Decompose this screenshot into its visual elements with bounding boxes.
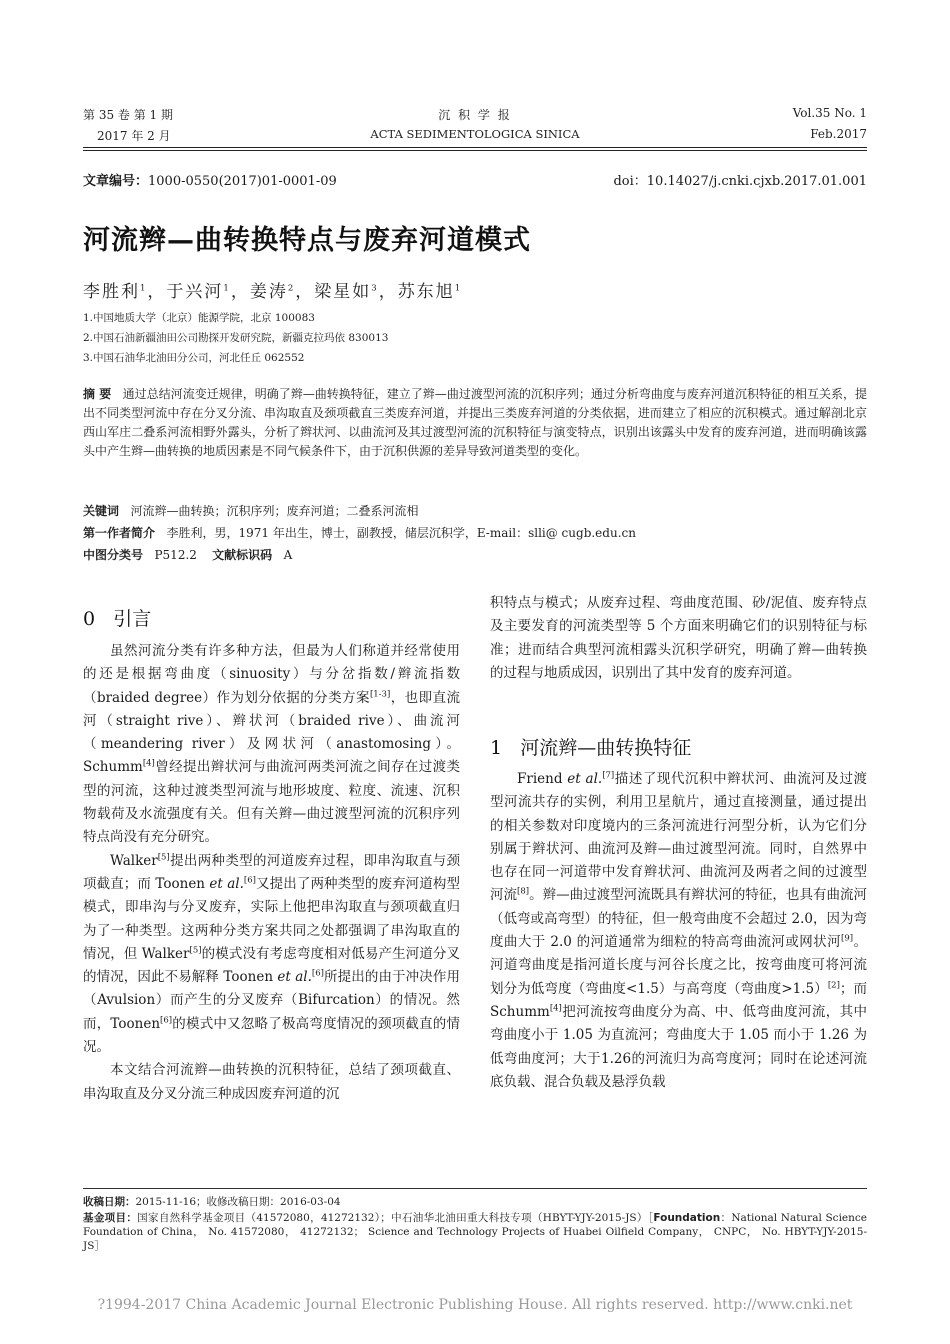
section-number: 1 (490, 737, 503, 759)
journal-title-cn: 沉 积 学 报 (438, 108, 512, 122)
header-rule-top (83, 147, 867, 148)
copyright-notice: ?1994-2017 China Academic Journal Electronic Publishing House. All rights reserved. http://www.cnki.net (97, 1297, 853, 1313)
right-column-continued (490, 768, 867, 1094)
article-number-label: 文章编号： (83, 174, 149, 189)
doi: doi：10.14027/j.cnki.cjxb.2017.01.001 (613, 174, 867, 189)
paragraph: Friend et al.[7]描述了现代沉积中辫状河、曲流河及过渡型河流共存的实例，利用卫星航片，通过直接测量，通过提出的相关参数对印度境内的三条河流进行河型分析，认为它们分别属于辫状河、曲流河及辫—曲过渡型河流。同时，自然界中也存在同一河道带中发育辫状河、曲流河及两者之间的过渡型河流[8]。辫—曲过渡型河流既具有辫状河的特征，也具有曲流河（低弯或高弯型）的特征，但一般弯曲度不会超过 2.0，因为弯度曲大于 2.0 的河道通常为细粒的特高弯曲流河或网状河[9]。河道弯曲度是指河道长度与河谷长度之比，按弯曲度可将河流划分为低弯度（弯曲度<1.5）与高弯度（弯曲度>1.5）[2]；而 Schumm[4]把河流按弯曲度分为高、中、低弯曲度河流，其中弯曲度小于 1.05 为直流河；弯曲度大于 1.05 而小于 1.26 为低弯曲度河；大于1.26的河流归为高弯度河；同时在论述河流底负载、混合负载及悬浮负载 (490, 770, 868, 1090)
doc-code-value: A (283, 548, 293, 562)
paragraph: 积特点与模式；从废弃过程、弯曲度范围、砂/泥值、废弃特点及主要发育的河流类型等 5 个方面来明确它们的识别特征与标准；进而结合典型河流相露头沉积学研究，明确了辫—曲转换的过程与地质成因，识别出了其中发育的废弃河道。 (490, 595, 867, 681)
keywords (83, 502, 867, 521)
paragraph: Walker[5]提出两种类型的河道废弃过程，即串沟取直与颈项截直；而 Toonen et al.[6]又提出了两种类型的废弃河道构型模式，即串沟与分叉废弃，实际上他把串沟取直与颈项截直归为了一种类型。这两种分类方案共同之处都强调了串沟取直的情况，但 Walker[5]的模式没有考虑弯度相对低易产生河道分叉的情况，因此不易解释 Toonen et al.[6]所提出的由于冲决作用（Avulsion）而产生的分叉废弃（Bifurcation）的情况。然而，Toonen[6]的模式中又忽略了极高弯度情况的颈项截直的情况。 (83, 852, 461, 1056)
volume-issue-en: Vol.35 No. 1 (792, 106, 867, 120)
author-5: 苏东旭 (397, 282, 455, 302)
page-title: 河流辫—曲转换特点与废弃河道模式 (83, 225, 531, 256)
first-author-text: 李胜利，男，1971 年出生，博士，副教授，储层沉积学，E-mail：slli@ cugb.edu.cn (166, 526, 636, 540)
article-number (83, 170, 337, 189)
footnote-rule (83, 1188, 867, 1189)
author-3: 姜涛 (249, 282, 288, 302)
left-column (83, 640, 460, 1106)
date-cn: 2017 年 2 月 (97, 129, 171, 143)
clc-value: P512.2 (154, 548, 197, 562)
journal-title-en: ACTA SEDIMENTOLOGICA SINICA (370, 127, 580, 141)
section-title: 河流辫—曲转换特征 (520, 737, 692, 759)
section-heading-1 (490, 733, 691, 760)
author-4: 梁星如 (314, 282, 372, 302)
paragraph: 虽然河流分类有许多种方法，但最为人们称道并经常使用的还是根据弯曲度（sinuosity）与分岔指数/辫流指数（braided degree）作为划分依据的分类方案[1-3]，也即直流河（straight rive）、辫状河（braided rive）、曲流河（meandering river）及网状河（anastomosing）。Schumm[4]曾经提出辫状河与曲流河两类河流之间存在过渡类型的河流，这种过渡类型河流与地形坡度、粒度、流速、沉积物载荷及水流强度有关。但有关辫—曲过渡型河流的沉积序列特点尚没有充分研究。 (83, 643, 460, 846)
first-author-label: 第一作者简介 (83, 526, 156, 540)
affiliation-1: 1.中国地质大学（北京）能源学院，北京 100083 (83, 312, 315, 324)
author-1: 李胜利 (83, 282, 140, 302)
funding: 基金项目：国家自然科学基金项目（41572080，41272132）；中石油华北油田重大科技专项（HBYT-YJY-2015-JS）［Foundation：National Natural Science Foundation of China， No. 41572080， 41272132； Science and Technology Projects of Huabei Oilfield Company， CNPC， No. HBYT-YJY-2015-JS］ (83, 1212, 867, 1252)
doc-code-label: 文献标识码 (212, 548, 273, 562)
first-author (83, 524, 867, 543)
section-number: 0 (83, 608, 96, 630)
header-rule-bottom (83, 150, 867, 151)
date-en: Feb.2017 (810, 127, 867, 141)
affiliation-3: 3.中国石油华北油田分公司，河北任丘 062552 (83, 352, 305, 364)
right-column (490, 592, 867, 685)
abstract-label: 摘 要 (83, 387, 112, 401)
author-list: 李胜利$^1$，于兴河$^1$，姜涛$^2$，梁星如$^3$，苏东旭$^1$ (83, 282, 463, 302)
keywords-label: 关键词 (83, 504, 120, 518)
author-2: 于兴河 (166, 282, 224, 302)
abstract (83, 385, 867, 461)
classification (83, 546, 867, 565)
received-dates: 收稿日期：2015-11-16；收修改稿日期：2016-03-04 (83, 1196, 341, 1208)
section-title: 引言 (113, 608, 152, 630)
affiliation-2: 2.中国石油新疆油田公司勘探开发研究院，新疆克拉玛依 830013 (83, 332, 389, 344)
clc-label: 中图分类号 (83, 548, 144, 562)
paragraph: 本文结合河流辫—曲转换的沉积特征，总结了颈项截直、串沟取直及分叉分流三种成因废弃河道的沉 (83, 1062, 460, 1102)
section-heading-introduction (83, 604, 151, 631)
abstract-text: 通过总结河流变迁规律，明确了辫—曲转换特征，建立了辫—曲过渡型河流的沉积序列；通过分析弯曲度与废弃河道沉积特征的相互关系，提出不同类型河流中存在分叉分流、串沟取直及颈项截直三类废弃河道，并提出三类废弃河道的分类依据，进而建立了相应的沉积模式。通过解剖北京西山军庄二叠系河流相野外露头，分析了辫状河、以曲流河及其过渡型河流的沉积特征与演变特点，识别出该露头中发育的废弃河道，进而明确该露头中产生辫—曲转换的地质因素是不同气候条件下，由于沉积供源的差异导致河道类型的变化。 (83, 387, 867, 458)
volume-issue-cn: 第 35 卷 第 1 期 (83, 108, 173, 122)
article-number-value: 1000-0550(2017)01-0001-09 (148, 174, 337, 189)
keywords-text: 河流辫—曲转换；沉积序列；废弃河道；二叠系河流相 (130, 504, 419, 518)
